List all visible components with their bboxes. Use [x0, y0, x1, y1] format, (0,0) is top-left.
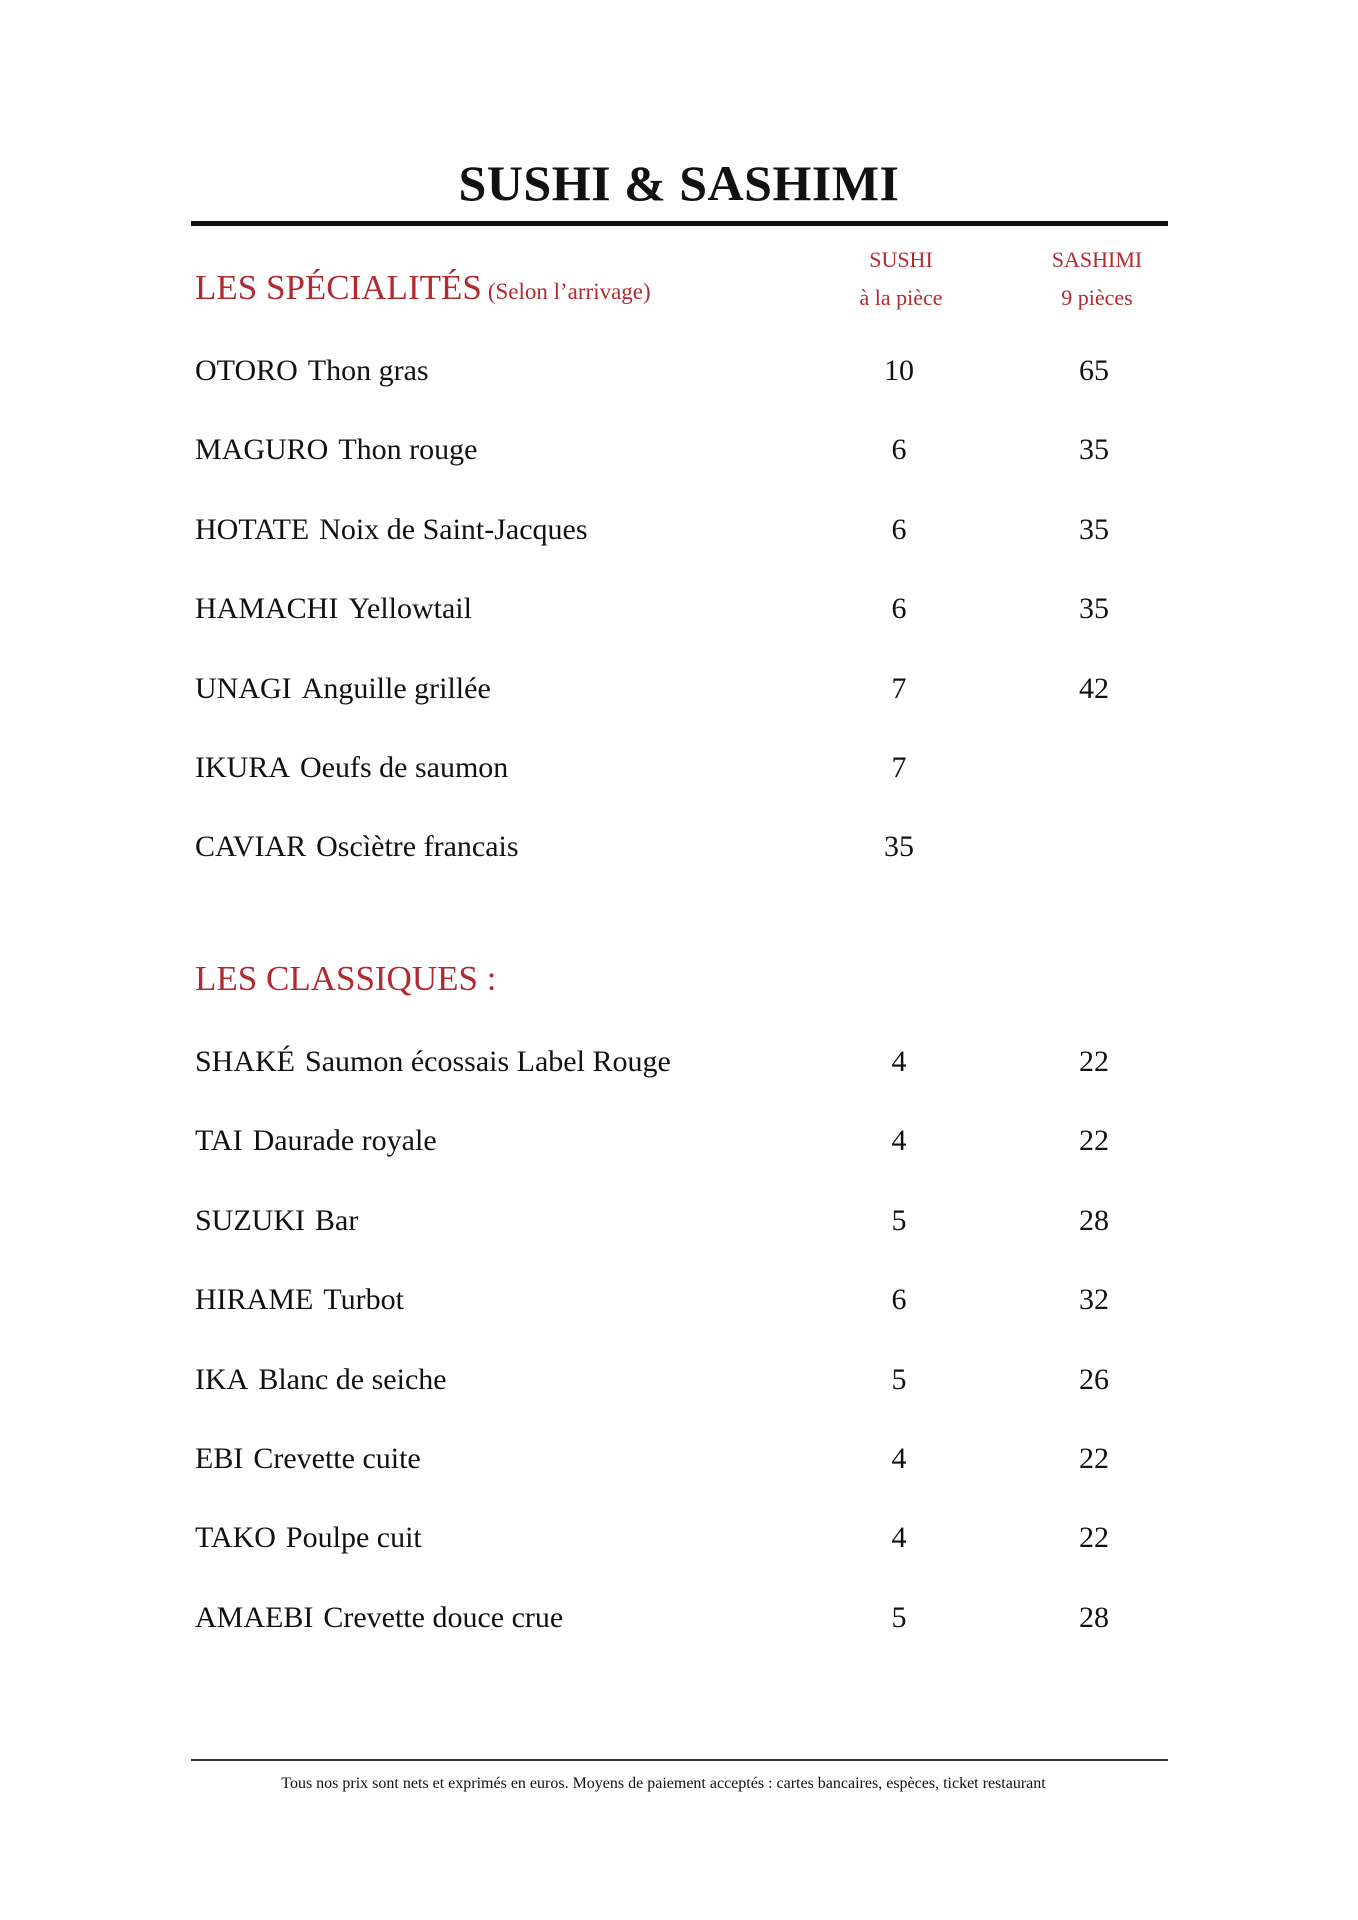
- sushi-price: 10: [884, 354, 914, 387]
- menu-item: [0, 1498, 1358, 1577]
- specialites-heading-text: LES SPÉCIALITÉS: [195, 268, 482, 307]
- menu-item: [0, 807, 1358, 886]
- item-description: Yellowtail: [348, 592, 472, 626]
- item-name: HAMACHI: [195, 592, 339, 626]
- item-description: Crevette cuite: [253, 1441, 421, 1475]
- item-name: AMAEBI: [195, 1600, 314, 1634]
- item-name-group: [195, 569, 472, 648]
- page-title: SUSHI & SASHIMI: [458, 155, 900, 211]
- item-name-group: [195, 728, 508, 807]
- sashimi-price: 22: [1079, 1124, 1109, 1158]
- item-name: HOTATE: [195, 512, 310, 546]
- item-name-group: [195, 649, 491, 728]
- item-name-group: [195, 1181, 358, 1260]
- menu-item: [0, 410, 1358, 489]
- item-name: TAKO: [195, 1521, 276, 1555]
- item-name: SHAKÉ: [195, 1045, 296, 1078]
- menu-item: [0, 1260, 1358, 1339]
- menu-item: [0, 1101, 1358, 1180]
- sashimi-price: 22: [1079, 1441, 1109, 1475]
- column-header-sashimi: [1007, 241, 1187, 317]
- column-header-sashimi-sub: 9 pièces: [1061, 285, 1133, 310]
- item-description: Saumon écossais Label Rouge: [305, 1045, 671, 1078]
- column-header-sushi: [811, 241, 991, 317]
- sushi-price: 6: [891, 592, 907, 626]
- item-name-group: [195, 1419, 421, 1498]
- menu-item: [0, 728, 1358, 807]
- item-description: Blanc de seiche: [258, 1362, 447, 1396]
- item-name: IKA: [195, 1362, 249, 1396]
- item-description: Poulpe cuit: [285, 1521, 422, 1555]
- item-name-group: [195, 410, 478, 489]
- sushi-price: 4: [891, 1045, 907, 1078]
- specialites-heading: [195, 266, 651, 310]
- sashimi-price: 32: [1079, 1283, 1109, 1317]
- item-name: MAGURO: [195, 433, 329, 467]
- item-name: UNAGI: [195, 671, 292, 705]
- item-name: OTORO: [195, 354, 298, 387]
- classiques-heading: [195, 957, 496, 1001]
- menu-item: [0, 490, 1358, 569]
- column-header-sashimi-label: SASHIMI: [1051, 247, 1143, 272]
- sushi-price: 6: [891, 512, 907, 546]
- item-description: Noix de Saint-Jacques: [319, 512, 588, 546]
- menu-item: [0, 1419, 1358, 1498]
- item-name-group: [195, 1498, 422, 1577]
- sushi-price: 7: [891, 671, 907, 705]
- sushi-price: 6: [891, 433, 907, 467]
- item-description: Thon rouge: [338, 433, 478, 467]
- item-description: Bar: [315, 1203, 359, 1237]
- menu-item: [0, 1181, 1358, 1260]
- item-name: HIRAME: [195, 1283, 314, 1317]
- column-header-sushi-label: SUSHI: [869, 247, 933, 272]
- item-name: SUZUKI: [195, 1203, 305, 1237]
- footer-note: Tous nos prix sont nets et exprimés en euros. Moyens de paiement acceptés : cartes bancaires, espèces, ticket restaurant: [281, 1775, 1046, 1792]
- sushi-price: 5: [891, 1362, 907, 1396]
- item-name: TAI: [195, 1124, 243, 1158]
- specialites-note: (Selon l’arrivage): [487, 279, 651, 304]
- sushi-price: 5: [891, 1203, 907, 1237]
- item-description: Crevette douce crue: [323, 1600, 564, 1634]
- sashimi-price: 42: [1079, 671, 1109, 705]
- sushi-price: 35: [884, 830, 914, 864]
- sashimi-price: 35: [1079, 592, 1109, 626]
- item-description: Oscìètre francais: [316, 830, 519, 864]
- item-description: Daurade royale: [252, 1124, 437, 1158]
- title-divider: [191, 221, 1168, 226]
- sashimi-price: 65: [1079, 354, 1109, 387]
- sashimi-price: 28: [1079, 1203, 1109, 1237]
- sashimi-price: 22: [1079, 1045, 1109, 1078]
- item-description: Thon gras: [307, 354, 429, 387]
- menu-item: [0, 649, 1358, 728]
- item-name-group: [195, 807, 519, 886]
- specialites-list: [0, 331, 1358, 887]
- item-name: IKURA: [195, 750, 290, 784]
- sashimi-price: 26: [1079, 1362, 1109, 1396]
- menu-item: [0, 331, 1358, 410]
- sashimi-price: 22: [1079, 1521, 1109, 1555]
- item-name-group: [195, 1260, 404, 1339]
- item-name-group: [195, 1340, 447, 1419]
- sushi-price: 4: [891, 1441, 907, 1475]
- sushi-price: 5: [891, 1600, 907, 1634]
- item-name-group: [195, 1578, 563, 1657]
- classiques-heading-text: LES CLASSIQUES :: [195, 959, 497, 998]
- item-description: Turbot: [323, 1283, 404, 1317]
- item-name: CAVIAR: [195, 830, 307, 864]
- column-header-sushi-sub: à la pièce: [859, 285, 943, 310]
- item-name-group: [195, 490, 588, 569]
- sushi-price: 7: [891, 750, 907, 784]
- sushi-price: 4: [891, 1521, 907, 1555]
- sashimi-price: 35: [1079, 512, 1109, 546]
- item-description: Oeufs de saumon: [300, 750, 509, 784]
- item-description: Anguille grillée: [301, 671, 491, 705]
- item-name: EBI: [195, 1441, 244, 1475]
- sushi-price: 6: [891, 1283, 907, 1317]
- sushi-price: 4: [891, 1124, 907, 1158]
- item-name-group: [195, 1101, 437, 1180]
- menu-item: [0, 1578, 1358, 1657]
- classiques-list: [0, 1022, 1358, 1657]
- item-name-group: [195, 331, 429, 410]
- item-name-group: [195, 1022, 671, 1101]
- menu-item: [0, 1340, 1358, 1419]
- footer-divider: [191, 1759, 1168, 1761]
- sashimi-price: 28: [1079, 1600, 1109, 1634]
- menu-item: [0, 569, 1358, 648]
- menu-item: [0, 1022, 1358, 1101]
- sashimi-price: 35: [1079, 433, 1109, 467]
